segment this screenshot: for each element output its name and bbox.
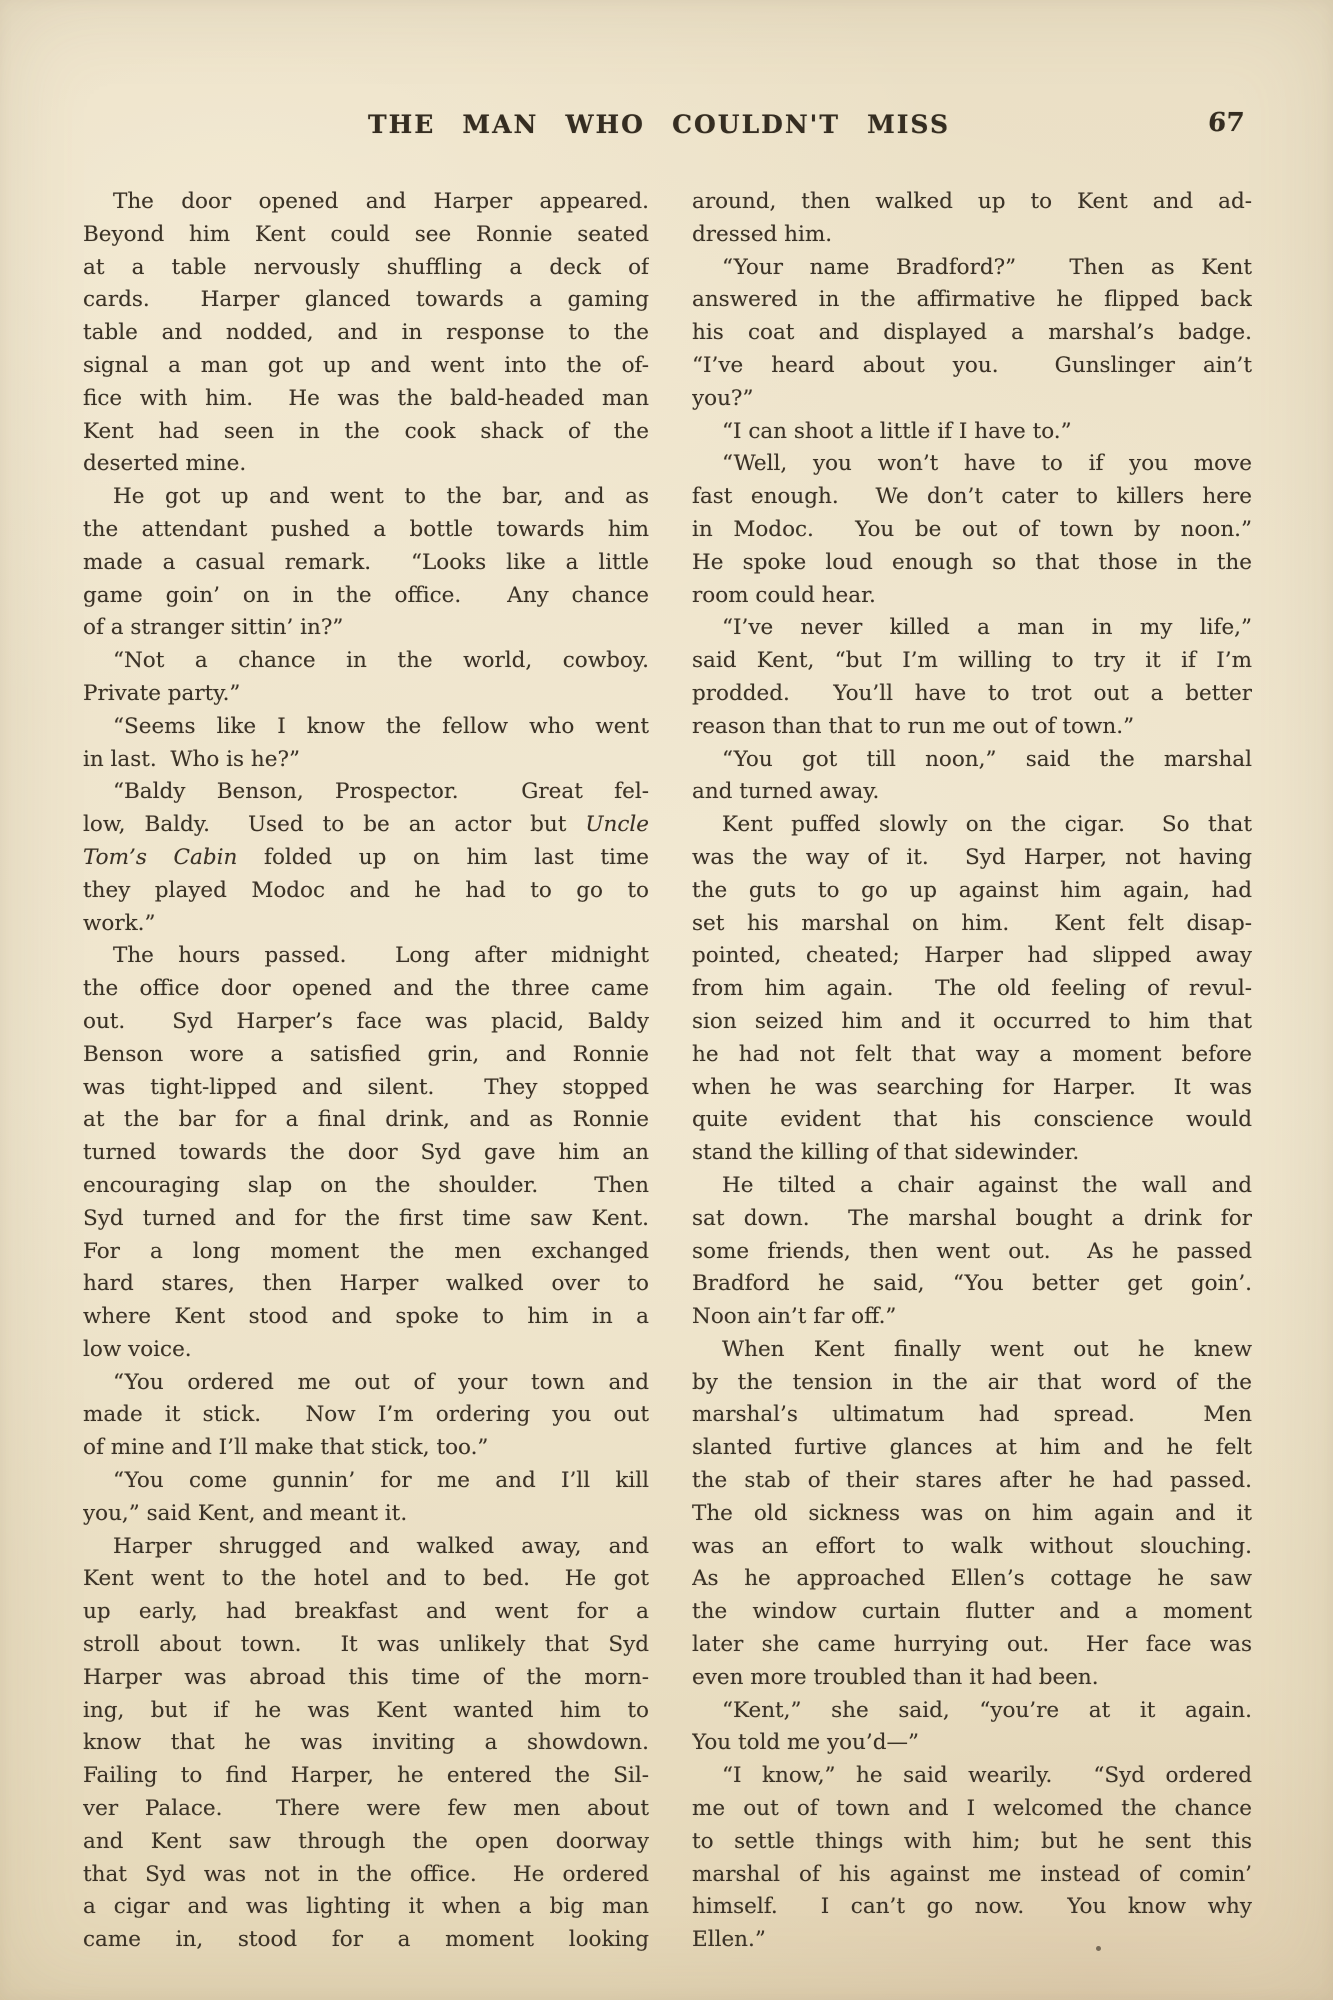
text-line: up early, had breakfast and went for a (83, 1599, 649, 1625)
text-line: was tight-lipped and silent. They stopped (83, 1074, 649, 1100)
text-line: “Seems like I know the fellow who went (113, 713, 649, 739)
text-line: answered in the affirmative he flipped back (692, 287, 1252, 313)
text-line: set his marshal on him. Kent felt disap- (692, 910, 1252, 936)
text-line: sat down. The marshal bought a drink for (692, 1205, 1252, 1231)
text-line: Beyond him Kent could see Ronnie seated (83, 221, 649, 247)
text-line: As he approached Ellen’s cottage he saw (692, 1566, 1252, 1592)
text-line: was the way of it. Syd Harper, not having (692, 844, 1252, 870)
text-line: later she came hurrying out. Her face was (692, 1632, 1252, 1658)
text-line: by the tension in the air that word of the (692, 1369, 1252, 1395)
text-line: ver Palace. There were few men about (83, 1796, 649, 1822)
text-line: He got up and went to the bar, and as (113, 484, 649, 510)
text-line: himself. I can’t go now. You know why (692, 1894, 1252, 1920)
text-line: know that he was inviting a showdown. (83, 1730, 649, 1756)
text-line: You told me you’d—” (692, 1730, 919, 1756)
text-line: He tilted a chair against the wall and (722, 1172, 1252, 1198)
text-line: and turned away. (692, 779, 880, 805)
text-line: deserted mine. (83, 451, 247, 477)
text-line: turned towards the door Syd gave him an (83, 1140, 649, 1166)
text-line: Syd turned and for the first time saw Kent. (83, 1205, 649, 1231)
text-line: you,” said Kent, and meant it. (83, 1500, 408, 1526)
text-line: where Kent stood and spoke to him in a (83, 1304, 649, 1330)
text-line: low, Baldy. Used to be an actor but Uncle (83, 812, 649, 838)
text-line: Bradford he said, “You better get goin’. (692, 1271, 1252, 1297)
text-line: of mine and I’ll make that stick, too.” (83, 1435, 489, 1461)
text-line: “I can shoot a little if I have to.” (722, 418, 1072, 444)
text-line: prodded. You’ll have to trot out a better (692, 680, 1252, 706)
text-line: “Baldy Benson, Prospector. Great fel- (113, 779, 649, 805)
text-line: stand the killing of that sidewinder. (692, 1140, 1080, 1166)
text-line: and Kent saw through the open doorway (83, 1828, 649, 1854)
text-line: “Your name Bradford?” Then as Kent (722, 254, 1252, 280)
text-line: Private party.” (83, 680, 241, 706)
text-line: fast enough. We don’t cater to killers here (692, 484, 1252, 510)
text-line: dressed him. (692, 221, 833, 247)
text-column-right (692, 186, 1252, 1957)
text-line: marshal of his against me instead of comin’ (692, 1861, 1252, 1887)
text-line: Kent went to the hotel and to bed. He got (83, 1566, 649, 1592)
text-line: “Not a chance in the world, cowboy. (113, 648, 649, 674)
text-line: out. Syd Harper’s face was placid, Baldy (83, 1008, 649, 1034)
text-line: low voice. (83, 1336, 192, 1362)
text-line: table and nodded, and in response to the (83, 320, 649, 346)
text-line: cards. Harper glanced towards a gaming (83, 287, 649, 313)
text-line: Kent puffed slowly on the cigar. So that (722, 812, 1252, 838)
text-line: Noon ain’t far off.” (692, 1304, 897, 1330)
text-line: “Well, you won’t have to if you move (722, 451, 1252, 477)
text-line: at a table nervously shuffling a deck of (83, 254, 649, 280)
running-head-title: THE MAN WHO COULDN'T MISS (368, 110, 950, 139)
text-line: said Kent, “but I’m willing to try it if I’m (692, 648, 1252, 674)
text-line: The old sickness was on him again and it (692, 1500, 1252, 1526)
text-line: the attendant pushed a bottle towards him (83, 516, 649, 542)
text-line: hard stares, then Harper walked over to (83, 1271, 649, 1297)
text-line: fice with him. He was the bald-headed man (83, 385, 649, 411)
text-line: sion seized him and it occurred to him that (692, 1008, 1252, 1034)
text-line: ing, but if he was Kent wanted him to (83, 1697, 649, 1723)
text-line: “I’ve never killed a man in my life,” (722, 615, 1252, 641)
text-line: When Kent finally went out he knew (722, 1336, 1252, 1362)
text-line: Benson wore a satisfied grin, and Ronnie (83, 1041, 649, 1067)
ink-speck (1096, 1946, 1101, 1951)
text-line: the window curtain flutter and a moment (692, 1599, 1252, 1625)
text-line: “I know,” he said wearily. “Syd ordered (722, 1763, 1252, 1789)
text-line: He spoke loud enough so that those in the (692, 549, 1252, 575)
text-line: Ellen.” (692, 1927, 766, 1953)
text-line: encouraging slap on the shoulder. Then (83, 1172, 649, 1198)
text-line: Kent had seen in the cook shack of the (83, 418, 649, 444)
text-line: me out of town and I welcomed the chance (692, 1796, 1252, 1822)
text-line: Harper was abroad this time of the morn- (83, 1664, 649, 1690)
text-line: The door opened and Harper appeared. (113, 189, 649, 214)
text-line: he had not felt that way a moment before (692, 1041, 1252, 1067)
text-line: Harper shrugged and walked away, and (113, 1533, 649, 1559)
text-line: was an effort to walk without slouching. (692, 1533, 1252, 1559)
text-line: Tom’s Cabin folded up on him last time (83, 844, 649, 870)
text-line: signal a man got up and went into the of- (83, 352, 649, 378)
text-line: the guts to go up against him again, had (692, 877, 1252, 903)
text-line: room could hear. (692, 582, 876, 608)
text-line: from him again. The old feeling of revul- (692, 976, 1252, 1002)
text-line: “I’ve heard about you. Gunslinger ain’t (692, 352, 1252, 378)
text-line: The hours passed. Long after midnight (113, 943, 649, 969)
text-line: some friends, then went out. As he passed (692, 1238, 1252, 1264)
text-line: “You come gunnin’ for me and I’ll kill (113, 1468, 649, 1494)
text-line: reason than that to run me out of town.” (692, 713, 1135, 739)
text-line: the office door opened and the three came (83, 976, 649, 1002)
text-line: pointed, cheated; Harper had slipped away (692, 943, 1252, 969)
text-line: marshal’s ultimatum had spread. Men (692, 1402, 1252, 1428)
text-line: For a long moment the men exchanged (83, 1238, 649, 1264)
text-line: “You got till noon,” said the marshal (722, 746, 1252, 772)
text-line: the stab of their stares after he had passed. (692, 1468, 1252, 1494)
text-column-left (83, 186, 649, 1957)
text-line: in last. Who is he?” (83, 746, 300, 772)
text-line: they played Modoc and he had to go to (83, 877, 649, 903)
text-line: “Kent,” she said, “you’re at it again. (722, 1697, 1252, 1723)
text-line: work.” (83, 910, 156, 936)
text-line: “You ordered me out of your town and (113, 1369, 649, 1395)
text-line: at the bar for a final drink, and as Ronnie (83, 1107, 649, 1133)
text-line: Failing to find Harper, he entered the Sil- (83, 1763, 649, 1789)
text-line: of a stranger sittin’ in?” (83, 615, 344, 641)
text-line: even more troubled than it had been. (692, 1664, 1099, 1690)
text-line: quite evident that his conscience would (692, 1107, 1252, 1133)
text-line: that Syd was not in the office. He ordered (83, 1861, 649, 1887)
text-line: when he was searching for Harper. It was (692, 1074, 1252, 1100)
text-line: his coat and displayed a marshal’s badge. (692, 320, 1252, 346)
text-line: came in, stood for a moment looking (83, 1927, 649, 1953)
text-line: in Modoc. You be out of town by noon.” (692, 516, 1252, 542)
page-number: 67 (1206, 108, 1246, 138)
text-line: a cigar and was lighting it when a big man (83, 1894, 649, 1920)
text-line: you?” (692, 385, 754, 411)
text-line: stroll about town. It was unlikely that Syd (83, 1632, 649, 1658)
text-line: made a casual remark. “Looks like a little (83, 549, 649, 575)
text-line: slanted furtive glances at him and he felt (692, 1435, 1252, 1461)
text-line: made it stick. Now I’m ordering you out (83, 1402, 649, 1428)
text-line: to settle things with him; but he sent this (692, 1828, 1252, 1854)
text-line: around, then walked up to Kent and ad- (692, 189, 1252, 214)
text-line: game goin’ on in the office. Any chance (83, 582, 649, 608)
